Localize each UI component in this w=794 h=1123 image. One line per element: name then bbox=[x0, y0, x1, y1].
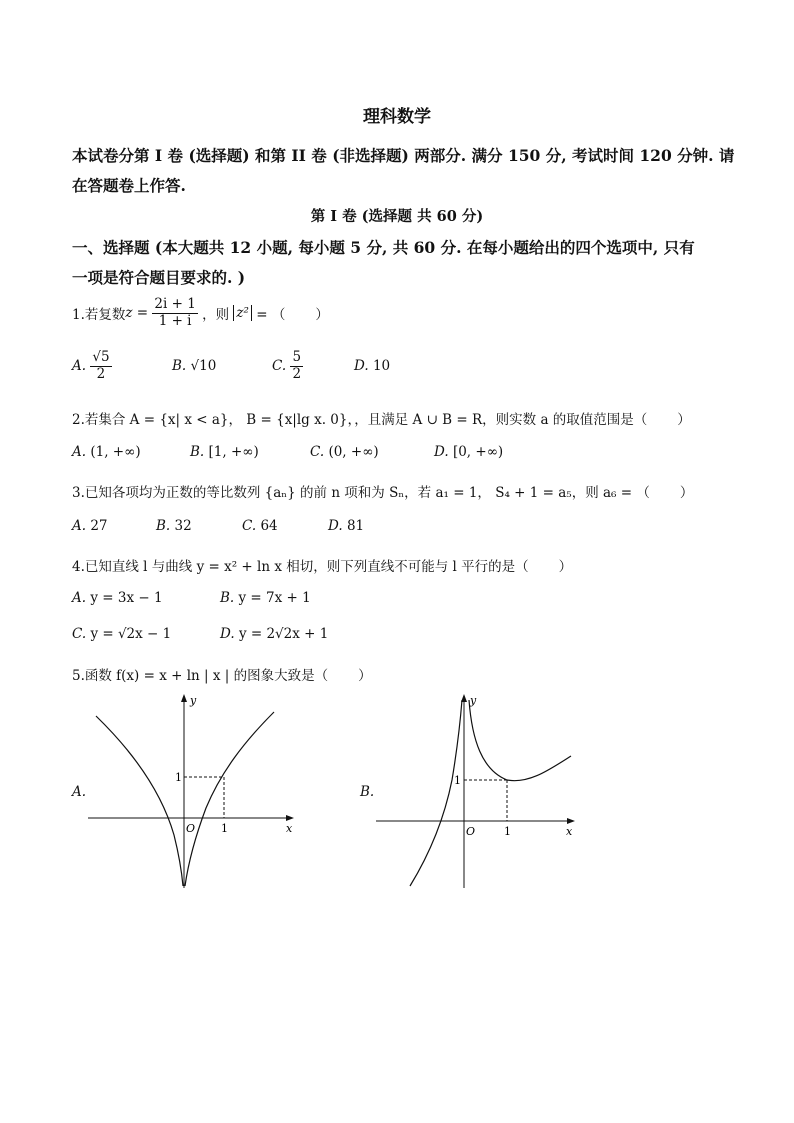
option-label: D. bbox=[328, 518, 343, 534]
option-label: A. bbox=[72, 518, 87, 534]
q3-option-c bbox=[242, 518, 278, 534]
q4-close: ） bbox=[558, 559, 573, 575]
x-axis-arrow bbox=[286, 815, 294, 821]
option-label: D. bbox=[220, 626, 235, 642]
y-tick-label: 1 bbox=[175, 771, 182, 784]
q4-option-d bbox=[220, 626, 328, 642]
q3-option-d bbox=[328, 518, 364, 534]
q4-stem-text: 4.已知直线 l 与曲线 y = x² + ln x 相切，则下列直线不可能与 l 平行的是（ bbox=[72, 559, 529, 575]
question-4-stem bbox=[72, 555, 572, 575]
question-1-stem bbox=[72, 296, 329, 330]
y-axis-label: y bbox=[190, 694, 197, 707]
option-value: y = 7x + 1 bbox=[238, 590, 311, 606]
question-5-stem bbox=[72, 664, 372, 684]
part-instructions-1: 一、选择题 (本大题共 12 小题, 每小题 5 分, 共 60 分. 在每小题给出的四个选项中, 只有 bbox=[72, 238, 695, 257]
option-value: 64 bbox=[260, 518, 278, 534]
option-label: B. bbox=[172, 358, 187, 374]
q5-stem-text: 5.函数 f(x) = x + ln | x | 的图象大致是（ bbox=[72, 668, 329, 684]
q4-option-b bbox=[220, 590, 311, 606]
origin-label: O bbox=[466, 825, 476, 838]
q1-frac-den: 1 + i bbox=[158, 312, 192, 329]
q1-option-c bbox=[272, 346, 303, 386]
q2-option-b bbox=[190, 444, 259, 460]
y-axis-label: y bbox=[470, 694, 477, 707]
option-c-den: 2 bbox=[292, 365, 302, 382]
option-label: A. bbox=[72, 590, 87, 606]
q1-option-a bbox=[72, 346, 112, 386]
option-value: (0, +∞) bbox=[328, 444, 379, 460]
option-label: A. bbox=[72, 358, 87, 374]
q3-option-a bbox=[72, 518, 108, 534]
question-3-stem bbox=[72, 481, 693, 501]
x-axis-label: x bbox=[286, 822, 293, 835]
x-axis-arrow bbox=[567, 818, 575, 824]
option-b-value: √10 bbox=[190, 358, 217, 374]
q5-close: ） bbox=[358, 668, 372, 684]
origin-label: O bbox=[186, 822, 196, 835]
option-label: A. bbox=[72, 444, 87, 460]
option-value: y = 2√2x + 1 bbox=[238, 626, 329, 642]
q2-option-c bbox=[310, 444, 379, 460]
option-value: 32 bbox=[174, 518, 192, 534]
section-heading: 第 I 卷 (选择题 共 60 分) bbox=[310, 208, 484, 225]
option-label: D. bbox=[354, 358, 369, 374]
q4-option-a bbox=[72, 590, 163, 606]
intro-line-1: 本试卷分第 I 卷 (选择题) 和第 II 卷 (非选择题) 两部分. 满分 150 分, 考试时间 120 分钟. 请 bbox=[72, 146, 735, 165]
q3-close: ） bbox=[679, 485, 694, 501]
option-label: C. bbox=[310, 444, 325, 460]
question-2-stem bbox=[72, 408, 691, 428]
option-value: y = √2x − 1 bbox=[90, 626, 172, 642]
x-tick-label: 1 bbox=[221, 822, 228, 835]
x-tick-label: 1 bbox=[504, 825, 511, 838]
option-label: C. bbox=[242, 518, 257, 534]
q3-stem-text: 3.已知各项均为正数的等比数列 {aₙ} 的前 n 项和为 Sₙ，若 a₁ = 1， S₄ + 1 = a₅，则 a₆ = （ bbox=[72, 485, 650, 501]
q1-abs-expr: z² bbox=[233, 305, 252, 321]
q1-option-b bbox=[172, 346, 216, 386]
curve-right-branch bbox=[185, 712, 274, 886]
intro-line-2: 在答题卷上作答. bbox=[72, 176, 186, 195]
y-axis-arrow bbox=[181, 694, 187, 702]
graph-a bbox=[86, 690, 306, 890]
q1-mid: ，则 bbox=[197, 307, 234, 323]
q2-close: ） bbox=[677, 412, 691, 428]
q1-frac-num: 2i + 1 bbox=[154, 295, 196, 312]
q2-option-d bbox=[434, 444, 503, 460]
q1-option-d bbox=[354, 346, 390, 386]
x-axis-label: x bbox=[566, 825, 573, 838]
q1-z: z bbox=[125, 305, 133, 321]
option-label: C. bbox=[272, 358, 287, 374]
curve-right-branch bbox=[469, 700, 571, 781]
graph-b bbox=[374, 690, 584, 890]
option-value: [1, +∞) bbox=[208, 444, 259, 460]
q4-option-c bbox=[72, 626, 171, 642]
q1-prefix: 1.若复数 bbox=[72, 307, 126, 323]
option-label: C. bbox=[72, 626, 87, 642]
option-value: [0, +∞) bbox=[452, 444, 504, 460]
option-a-num: √5 bbox=[92, 348, 110, 365]
option-label: B. bbox=[220, 590, 235, 606]
option-label: D. bbox=[434, 444, 449, 460]
option-d-value: 10 bbox=[372, 358, 391, 374]
curve-left-branch bbox=[96, 716, 183, 886]
q1-tail: = （ bbox=[251, 307, 286, 323]
q2-stem-text: 2.若集合 A = {x| x < a}， B = {x|lg x. 0}，，且满足 A ∪ B = R，则实数 a 的取值范围是（ bbox=[72, 412, 648, 428]
y-tick-label: 1 bbox=[454, 774, 461, 787]
curve-left-branch bbox=[410, 700, 462, 886]
graph-a-label: A. bbox=[72, 784, 87, 800]
option-value: 27 bbox=[90, 518, 108, 534]
q1-eq: = bbox=[132, 305, 153, 321]
option-value: (1, +∞) bbox=[90, 444, 141, 460]
part-instructions-2: 一项是符合题目要求的. ) bbox=[72, 268, 246, 287]
q3-option-b bbox=[156, 518, 192, 534]
option-label: B. bbox=[156, 518, 171, 534]
q1-close: ） bbox=[315, 307, 329, 323]
option-value: 81 bbox=[346, 518, 365, 534]
option-value: y = 3x − 1 bbox=[90, 590, 163, 606]
q2-option-a bbox=[72, 444, 141, 460]
graph-b-label: B. bbox=[360, 784, 375, 800]
option-a-den: 2 bbox=[96, 365, 106, 382]
option-c-num: 5 bbox=[292, 348, 302, 365]
q1-fraction bbox=[152, 297, 197, 329]
page-title: 理科数学 bbox=[363, 107, 431, 127]
option-label: B. bbox=[190, 444, 205, 460]
